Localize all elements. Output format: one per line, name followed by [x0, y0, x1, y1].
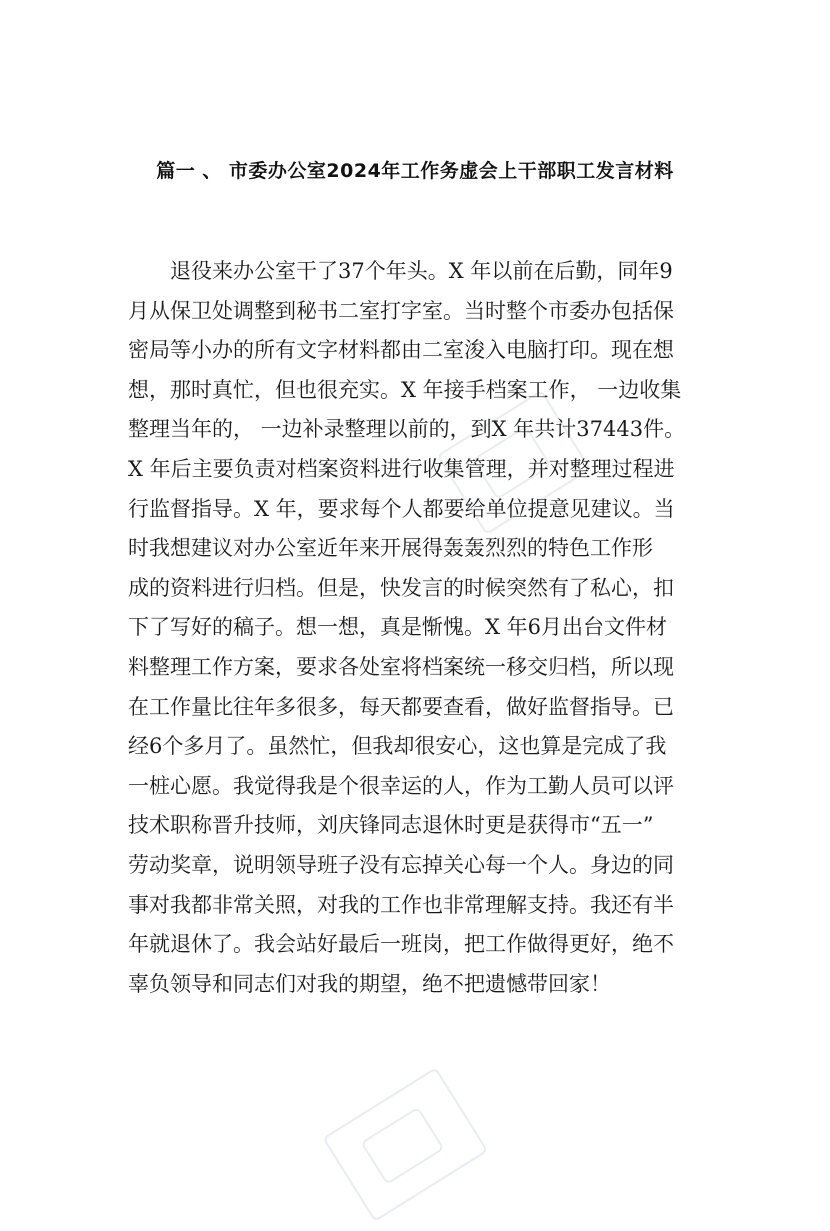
- watermark-mark-bottom: [322, 1059, 507, 1231]
- body-line: 密局等小办的所有文字材料都由二室浚入电脑打印。现在想: [128, 338, 674, 363]
- body-line: 整理当年的， 一边补录整理以前的，到X 年共计37443件。: [128, 417, 686, 442]
- document-body: [128, 252, 718, 1004]
- body-line: 经6个多月了。虽然忙，但我却很安心，这也算是完成了我: [128, 734, 667, 759]
- body-line: 一桩心愿。我觉得我是个很幸运的人，作为工勤人员可以评: [128, 773, 674, 798]
- body-line: 月从保卫处调整到秘书二室打字室。当时整个市委办包括保: [128, 298, 674, 323]
- body-line: 下了写好的稿子。想一想，真是惭愧。X 年6月出台文件材: [128, 615, 667, 640]
- body-line: 成的资料进行归档。但是，快发言的时候突然有了私心，扣: [128, 575, 674, 600]
- body-line: 技术职称晋升技师，刘庆锋同志退休时更是获得市“五一”: [128, 813, 654, 838]
- body-line: 劳动奖章，说明领导班子没有忘掉关心每一个人。身边的同: [128, 852, 674, 877]
- body-line: 退役来办公室干了37个年头。X 年以前在后勤，同年9: [170, 259, 673, 283]
- body-line: 行监督指导。X 年，要求每个人都要给单位提意见建议。当: [128, 496, 675, 521]
- body-line: 时我想建议对办公室近年来开展得轰轰烈烈的特色工作形: [128, 536, 653, 561]
- body-line: 在工作量比往年多很多，每天都要查看，做好监督指导。已: [128, 694, 674, 719]
- body-line: 料整理工作方案，要求各处室将档案统一移交归档，所以现: [128, 654, 674, 679]
- body-line: X 年后主要负责对档案资料进行收集管理，并对整理过程进: [128, 456, 675, 481]
- body-line: 年就退休了。我会站好最后一班岗，把工作做得更好，绝不: [128, 932, 674, 957]
- body-line: 事对我都非常关照，对我的工作也非常理解支持。我还有半: [128, 892, 674, 917]
- body-line: 辜负领导和同志们对我的期望，绝不把遗憾带回家！: [128, 971, 611, 996]
- document-title: 篇一 、 市委办公室2024年工作务虚会上干部职工发言材料: [156, 160, 674, 182]
- body-line: 想，那时真忙，但也很充实。X 年接手档案工作， 一边收集: [128, 377, 682, 402]
